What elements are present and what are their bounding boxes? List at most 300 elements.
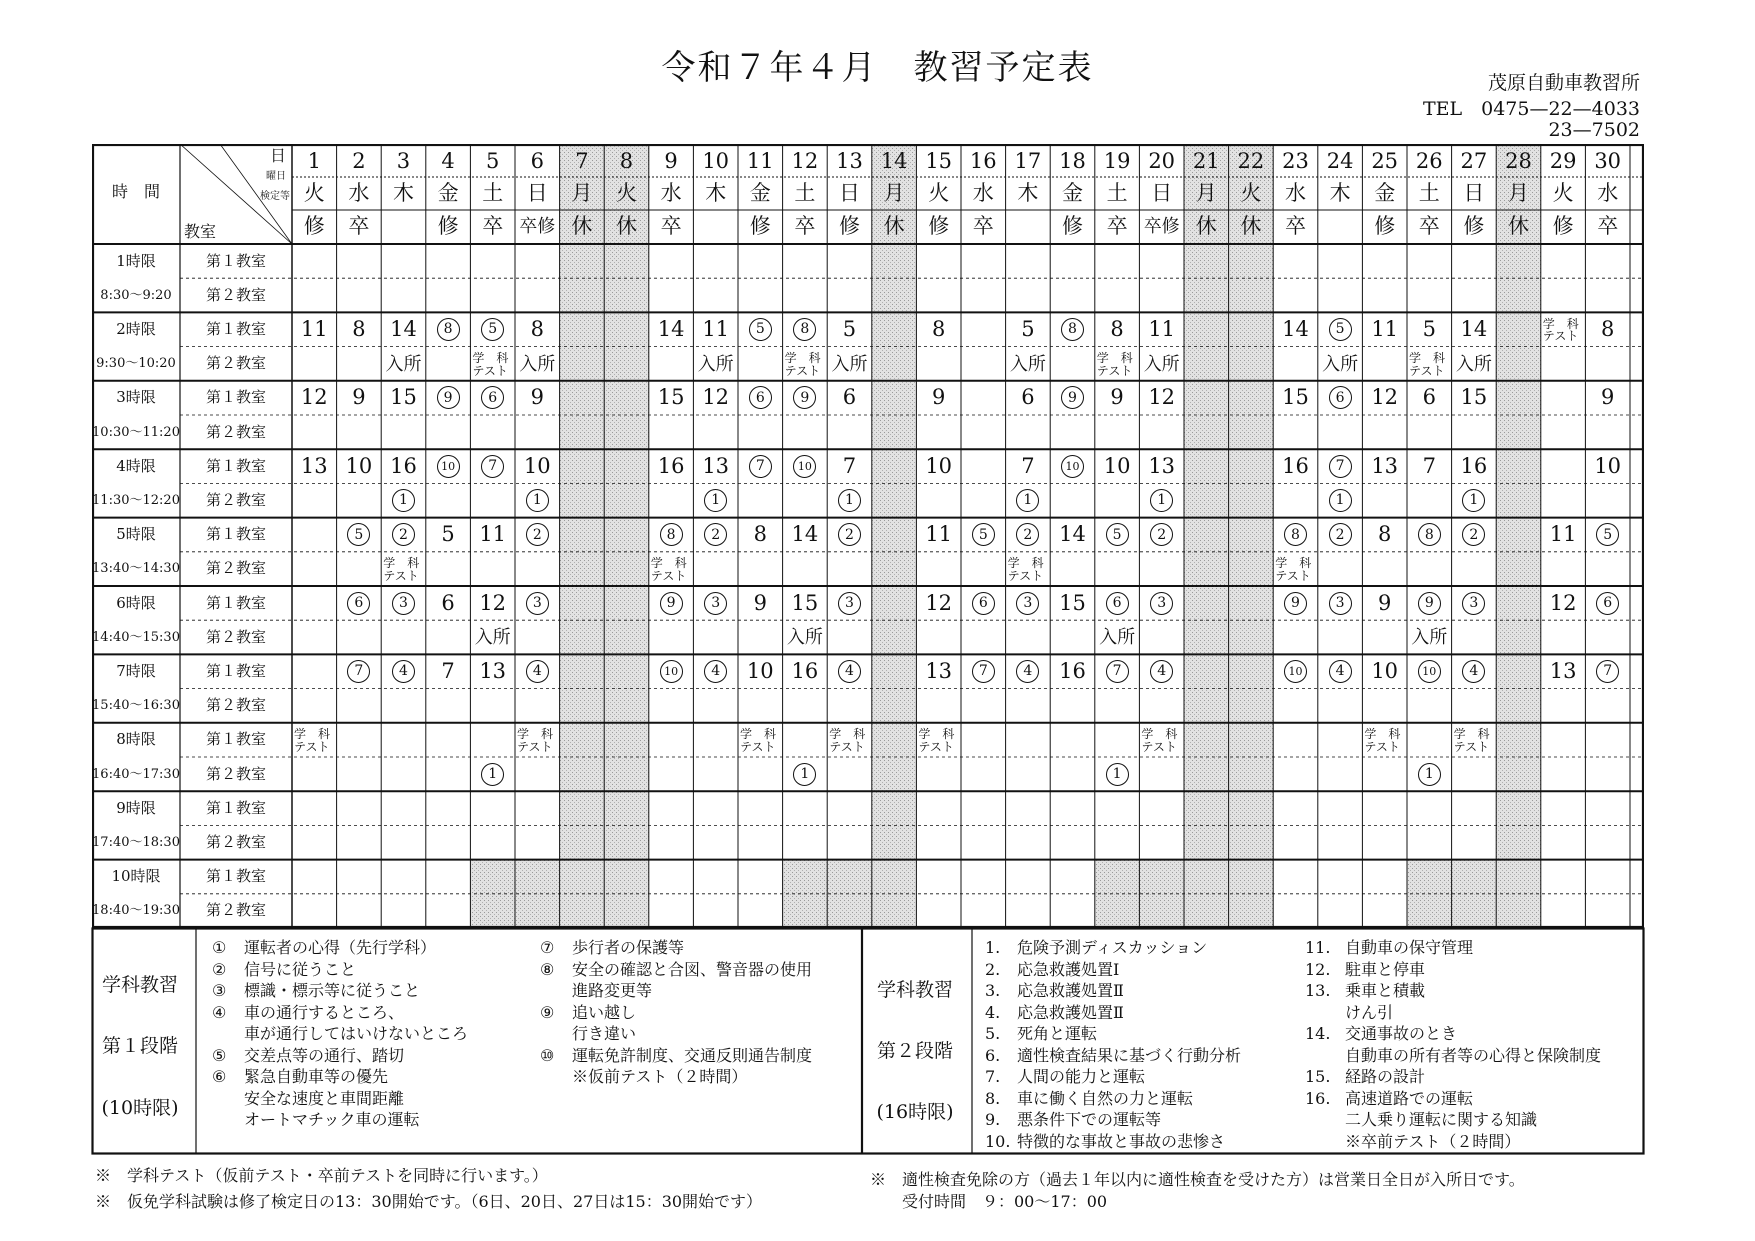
test-label-a: 学 科 [1096,351,1133,366]
test-mark [740,726,783,756]
legend-marker: ⑤ [212,1045,227,1065]
day-weekday: 木 [705,181,727,205]
legend-marker: ⑨ [540,1002,555,1022]
circled-lesson: 6 [1596,592,1619,615]
legend-marker: ⑧ [540,959,555,979]
legend-marker: ① [212,938,227,957]
circled-lesson: 8 [1061,318,1084,341]
legend-row [212,1023,468,1045]
circled-lesson: 8 [793,318,816,341]
legend-text: 進路変更等 [572,981,653,1000]
day-number: 2 [352,148,366,173]
footnote-3: ※ 適性検査免除の方（過去１年以内に適性検査を受けた方）は営業日全日が入所日です。 [870,1170,1525,1189]
lesson-cell [515,654,560,688]
footnote-1: ※ 学科テスト（仮前テスト・卒前テストを同時に行います。） [95,1166,548,1185]
lesson-cell: 6 [1021,385,1035,410]
period-time: 13:40〜14:30 [92,561,180,577]
legend-text: 人間の能力と運転 [1017,1067,1146,1086]
lesson-cell: 14 [657,316,685,341]
lesson-cell: 14 [390,316,417,341]
legend-row [985,1109,1241,1131]
circled-lesson: 6 [481,386,504,409]
period-name: 6時限 [116,593,156,612]
circled-lesson: 1 [704,489,727,512]
lesson-cell: 5 [842,316,857,341]
test-label-a: 学 科 [472,351,509,366]
legend-row [212,1109,468,1131]
test-label-b: テスト [918,739,954,754]
lesson-cell [1318,654,1363,688]
lesson-cell: 12 [1148,385,1176,410]
lesson-cell: 13 [1371,453,1399,478]
legend1-list-b [540,937,812,1088]
lesson-cell [1095,757,1140,791]
circled-lesson: 3 [526,592,549,615]
lesson-cell [1318,449,1363,483]
lesson-cell [827,518,872,552]
test-label-b: テスト [1409,363,1445,378]
period-name: 3時限 [116,388,156,407]
lesson-cell [1050,449,1095,483]
test-label-a: 学 科 [383,556,420,571]
lesson-cell: 12 [702,385,730,410]
entry-mark: 入所 [786,627,823,649]
period-name: 5時限 [116,525,156,544]
legend-text: 行き違い [572,1024,637,1043]
lesson-cell: 10 [1371,658,1399,683]
test-mark [517,726,560,756]
legend-text: 自動車の保守管理 [1345,938,1474,957]
lesson-cell [381,483,426,517]
schedule-table [92,144,1644,928]
day-weekday: 土 [794,181,816,205]
room-1-label: 第１教室 [205,661,266,680]
lesson-cell [470,449,515,483]
lesson-cell [1273,586,1318,620]
legend-text: 高速道路での運転 [1345,1088,1474,1108]
legend-text: 車が通行してはいけないところ [244,1024,469,1043]
circled-lesson: 10 [437,455,460,478]
legend-marker [540,1066,572,1088]
lesson-cell: 6 [1422,385,1436,410]
lesson-cell: 9 [530,385,544,410]
lesson-cell: 11 [702,316,730,341]
legend-marker: 14. [1305,1024,1331,1043]
legend-row [212,959,468,981]
day-status: 休 [615,214,637,238]
lesson-cell [1273,518,1318,552]
legend-text: 自動車の所有者等の心得と保険制度 [1345,1045,1602,1065]
holiday-column-shade [604,144,649,928]
period-time: 9:30〜10:20 [96,356,176,372]
entry-mark: 入所 [1411,627,1448,649]
day-weekday: 月 [883,181,905,205]
legend-text: 悪条件下での運転等 [1017,1110,1162,1129]
lesson-cell: 14 [1059,522,1086,547]
lesson-cell [1407,654,1452,688]
circled-lesson: 6 [749,386,772,409]
lesson-cell: 10 [1103,453,1131,478]
day-number: 14 [880,148,908,173]
day-status [381,211,426,242]
lesson-cell [515,483,560,517]
period-name: 1時限 [116,251,156,270]
legend-row [1305,1131,1601,1153]
day-weekday: 水 [1597,181,1619,205]
legend-row [540,1023,812,1045]
circled-lesson: 8 [1284,523,1307,546]
test-label-b: テスト [517,739,553,754]
period-name: 4時限 [116,456,156,475]
circled-lesson: 1 [793,763,816,786]
legend-marker [212,1109,244,1131]
test-label-b: テスト [1141,739,1177,754]
test-label-a: 学 科 [1364,727,1401,742]
legend-row [540,1002,812,1024]
day-number: 30 [1594,148,1622,173]
circled-lesson: 6 [972,592,995,615]
lesson-cell [381,654,426,688]
circled-lesson: 2 [704,523,727,546]
lesson-cell: 14 [1460,316,1488,341]
room-1-label: 第１教室 [205,388,266,407]
circled-lesson: 7 [972,660,995,683]
test-label-b: テスト [1096,363,1133,378]
legend-text: 標識・標示等に従うこと [244,981,421,1000]
day-status: 卒修 [519,215,556,237]
legend-text: 安全な速度と車間距離 [244,1088,405,1108]
day-number: 12 [791,148,819,173]
legend-row [985,1045,1241,1067]
lesson-cell [1452,586,1497,620]
entry-mark: 入所 [385,353,422,375]
legend-text: 追い越し [572,1002,637,1022]
day-number: 21 [1192,148,1220,173]
footnote-4: 受付時間 ９：00〜17：00 [902,1192,1108,1211]
test-label-b: テスト [294,739,330,754]
legend-marker [1305,1109,1345,1131]
circled-lesson: 4 [526,660,549,683]
legend-marker [540,1023,572,1045]
lesson-cell [961,586,1006,620]
test-label-b: テスト [1542,329,1579,344]
day-weekday: 水 [1284,181,1306,205]
legend-marker: 6. [985,1045,1001,1065]
circled-lesson: 4 [838,660,861,683]
day-weekday: 水 [660,181,682,205]
circled-lesson: 4 [392,660,415,683]
lesson-cell: 11 [1549,522,1577,547]
page-title: 令和７年４月 教習予定表 [661,48,1094,88]
legend2-list-b [1305,937,1601,1152]
circled-lesson: 7 [347,660,370,683]
legend-row [985,980,1241,1002]
lesson-cell: 5 [1021,316,1035,341]
lesson-cell: 15 [390,385,417,410]
lesson-cell: 8 [753,522,767,547]
circled-lesson: 6 [1329,386,1352,409]
lesson-cell: 9 [1378,590,1392,615]
test-label-a: 学 科 [650,556,687,571]
day-weekday: 金 [749,181,771,205]
lesson-cell [1318,586,1363,620]
test-label-b: テスト [740,739,776,754]
circled-lesson: 4 [1462,660,1485,683]
lesson-cell [1095,586,1140,620]
day-weekday: 金 [1061,181,1083,205]
day-number: 20 [1148,148,1176,173]
test-label-a: 学 科 [294,727,331,742]
lesson-cell [1407,757,1452,791]
lesson-cell [1006,654,1051,688]
circled-lesson: 2 [1016,523,1039,546]
legend-row [540,937,812,959]
legend-row [540,1066,812,1088]
day-status: 修 [1374,214,1396,238]
legend-text: 交差点等の通行、踏切 [244,1045,405,1065]
circled-lesson: 4 [1150,660,1173,683]
day-weekday: 火 [615,181,637,205]
lesson-cell: 15 [791,590,819,615]
test-mark [1364,726,1407,756]
lesson-cell: 15 [657,385,685,410]
lesson-cell [1585,518,1630,552]
legend-text: 応急救護処置Ⅰ [1017,959,1120,979]
circled-lesson: 5 [347,523,370,546]
legend-text: 二人乗り運転に関する知識 [1345,1110,1538,1129]
day-number: 1 [307,148,321,173]
lesson-cell: 6 [441,590,455,615]
entry-mark: 入所 [519,353,556,375]
lesson-cell: 7 [1021,453,1035,478]
day-status: 卒 [794,214,816,238]
legend-text: けん引 [1345,1002,1394,1022]
lesson-cell [1318,483,1363,517]
legend1-stage: 第１段階 [101,1035,178,1057]
day-weekday: 日 [1463,181,1485,205]
room-2-label: 第２教室 [205,764,266,783]
circled-lesson: 2 [1462,523,1485,546]
lesson-cell [1006,518,1051,552]
room-2-label: 第２教室 [205,832,266,851]
lesson-cell [1452,518,1497,552]
test-mark [1097,350,1140,380]
circled-lesson: 7 [1106,660,1129,683]
lesson-cell [783,312,828,346]
test-label-a: 学 科 [918,727,955,742]
room-2-label: 第２教室 [205,901,266,920]
lesson-cell [1407,586,1452,620]
legend-text: ※卒前テスト（２時間） [1345,1131,1521,1151]
school-tel-2: 23—7502 [1548,119,1640,141]
circled-lesson: 1 [1418,763,1441,786]
day-status: 修 [838,214,860,238]
circled-lesson: 9 [660,592,683,615]
lesson-cell [1095,518,1140,552]
exam-header: 検定等 [260,191,290,202]
circled-lesson: 8 [660,523,683,546]
test-label-a: 学 科 [740,727,777,742]
lesson-cell: 16 [1282,453,1309,478]
legend2-stage: 第２段階 [876,1040,953,1062]
room-1-label: 第１教室 [205,251,266,270]
day-number: 18 [1059,148,1086,173]
lesson-cell: 10 [345,453,373,478]
period-time: 10:30〜11:20 [92,424,180,440]
day-status: 卒修 [1143,215,1180,237]
entry-mark: 入所 [697,353,734,375]
room-2-label: 第２教室 [205,490,266,509]
day-status: 卒 [482,214,504,238]
legend-marker: 2. [985,959,1001,979]
lesson-cell [827,586,872,620]
test-label-b: テスト [650,568,687,583]
legend2-list-a [985,937,1241,1152]
day-weekday: 日 [1151,181,1173,205]
legend-text: 運転者の心得（先行学科） [244,938,437,957]
circled-lesson: 10 [1284,660,1307,683]
lesson-cell [1095,654,1140,688]
legend-marker: 15. [1305,1067,1331,1086]
lesson-cell: 9 [352,385,366,410]
lesson-cell: 12 [479,590,507,615]
day-number: 22 [1237,148,1265,173]
legend-text: 特徴的な事故と事故の悲惨さ [1017,1131,1226,1151]
circled-lesson: 2 [1150,523,1173,546]
test-label-a: 学 科 [1007,556,1044,571]
period-name: 2時限 [116,319,156,338]
weekday-header: 曜日 [266,171,286,182]
lesson-cell [1050,312,1095,346]
period-time: 11:30〜12:20 [92,492,180,508]
lesson-cell [649,586,694,620]
lesson-cell [649,518,694,552]
legend-marker: ② [212,959,227,979]
test-label-b: テスト [784,363,821,378]
lesson-cell [1273,654,1318,688]
lesson-cell: 12 [300,385,328,410]
lesson-cell [515,518,560,552]
circled-lesson: 4 [1016,660,1039,683]
legend-text: 運転免許制度、交通反則通告制度 [572,1045,813,1065]
lesson-cell: 7 [441,658,455,683]
day-number: 19 [1103,148,1131,173]
holiday-column-shade [560,144,605,928]
legend-marker: ③ [212,981,227,1000]
test-mark [1409,350,1452,380]
circled-lesson: 7 [1329,455,1352,478]
room-1-label: 第１教室 [205,730,266,749]
day-status: 卒 [348,214,370,238]
lesson-cell [1452,654,1497,688]
day-weekday: 月 [571,181,593,205]
circled-lesson: 10 [660,660,683,683]
lesson-cell [470,381,515,415]
legend-text: 安全の確認と合図、警音器の使用 [572,959,813,979]
legend-text: 適性検査結果に基づく行動分析 [1017,1045,1242,1065]
holiday-column-shade [1229,144,1274,928]
lesson-cell [337,518,382,552]
lesson-cell [961,518,1006,552]
test-label-b: テスト [1453,739,1490,754]
lesson-cell [1407,518,1452,552]
day-status: 修 [1061,214,1083,238]
legend-marker: 10. [985,1131,1011,1151]
legend-row [1305,1088,1601,1110]
legend-text: 乗車と積載 [1345,981,1426,1000]
day-status: 卒 [1597,214,1619,238]
day-weekday: 水 [348,181,370,205]
room-1-label: 第１教室 [205,798,266,817]
lesson-cell: 16 [1460,453,1488,478]
circled-lesson: 5 [749,318,772,341]
legend-marker: 7. [985,1067,1001,1086]
circled-lesson: 8 [1418,523,1441,546]
lesson-cell [1318,381,1363,415]
day-number: 28 [1505,148,1532,173]
circled-lesson: 5 [481,318,504,341]
test-mark [1141,726,1184,756]
day-number: 15 [925,148,953,173]
legend-marker [540,980,572,1002]
room-2-label: 第２教室 [205,559,266,578]
day-status: 休 [1240,214,1262,238]
lesson-cell: 16 [1059,658,1086,683]
circled-lesson: 3 [1462,592,1485,615]
lesson-cell: 11 [1371,316,1399,341]
test-label-b: テスト [1007,568,1044,583]
test-mark [383,555,426,585]
lesson-cell: 13 [925,658,953,683]
legend-text: オートマチック車の運転 [244,1110,420,1129]
day-weekday: 土 [482,181,504,205]
circled-lesson: 5 [972,523,995,546]
test-mark [1275,555,1318,585]
period-name: 9時限 [116,798,156,817]
test-mark [472,350,515,380]
day-status: 修 [303,214,325,238]
legend-text: 交通事故のとき [1345,1024,1458,1043]
period-name: 7時限 [116,661,156,680]
lesson-cell [693,518,738,552]
lesson-cell: 8 [932,316,946,341]
school-name: 茂原自動車教習所 [1487,72,1640,94]
legend-marker: 1. [985,938,1001,957]
legend-text: 車の通行するところ、 [244,1002,405,1022]
circled-lesson: 2 [1329,523,1352,546]
room-2-label: 第２教室 [205,422,266,441]
legend-row [1305,1045,1601,1067]
time-header: 時 間 [111,182,160,201]
lesson-cell: 11 [300,316,328,341]
room-2-label: 第２教室 [205,627,266,646]
lesson-cell: 13 [702,453,730,478]
day-status [1318,211,1363,242]
legend-row [212,1002,468,1024]
period-name: 8時限 [116,730,156,749]
circled-lesson: 9 [1284,592,1307,615]
day-number: 25 [1371,148,1399,173]
legend-marker [1305,1131,1345,1153]
lesson-cell [381,518,426,552]
lesson-cell [337,654,382,688]
day-status: 卒 [1106,214,1128,238]
lesson-cell [426,312,471,346]
circled-lesson: 9 [793,386,816,409]
entry-mark: 入所 [474,627,511,649]
circled-lesson: 4 [704,660,727,683]
lesson-cell [337,586,382,620]
